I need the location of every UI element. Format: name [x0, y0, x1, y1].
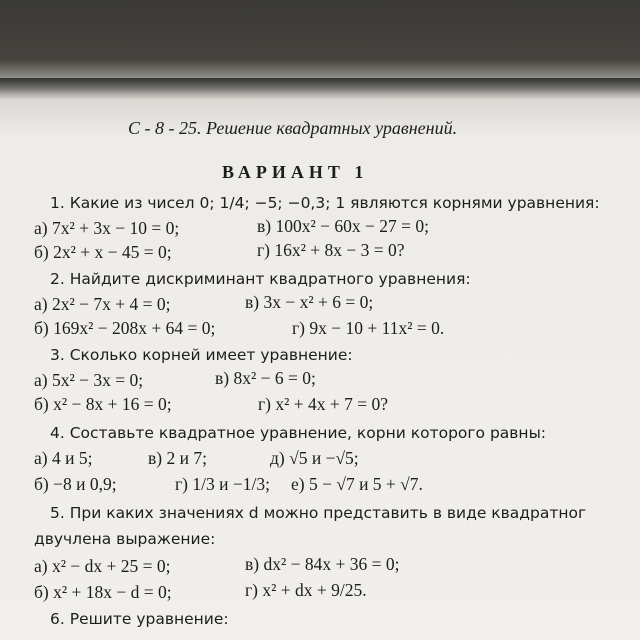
task-6-question: 6. Решите уравнение:	[50, 610, 229, 628]
task-3-item-v: в) 8x² − 6 = 0;	[215, 368, 316, 388]
task-3-question: 3. Сколько корней имеет уравнение:	[50, 346, 353, 364]
task-5-question-continued: двучлена выражение:	[34, 530, 216, 548]
task-3-item-b: б) x² − 8x + 16 = 0;	[34, 394, 172, 414]
worksheet-title: С - 8 - 25. Решение квадратных уравнений.	[128, 118, 458, 138]
task-4-item-a: а) 4 и 5;	[34, 448, 93, 468]
task-1-item-b: б) 2x² + x − 45 = 0;	[34, 242, 172, 262]
task-2-question: 2. Найдите дискриминант квадратного уравнения:	[50, 270, 471, 288]
task-1-item-v: в) 100x² − 60x − 27 = 0;	[257, 216, 429, 236]
task-5-question: 5. При каких значениях d можно представить в виде квадратног	[50, 504, 587, 522]
task-4-item-e: е) 5 − √7 и 5 + √7.	[291, 474, 423, 494]
task-1-item-a: а) 7x² + 3x − 10 = 0;	[34, 218, 180, 238]
task-4-item-b: б) −8 и 0,9;	[34, 474, 117, 494]
task-4-item-g: г) 1/3 и −1/3;	[175, 474, 270, 494]
task-2-item-b: б) 169x² − 208x + 64 = 0;	[34, 318, 216, 338]
task-4-item-d: д) √5 и −√5;	[270, 448, 359, 468]
task-1-item-g: г) 16x² + 8x − 3 = 0?	[257, 240, 405, 260]
task-5-item-v: в) dx² − 84x + 36 = 0;	[245, 554, 400, 574]
task-4-question: 4. Составьте квадратное уравнение, корни которого равны:	[50, 424, 547, 442]
task-3-item-a: а) 5x² − 3x = 0;	[34, 370, 144, 390]
task-2-item-g: г) 9x − 10 + 11x² = 0.	[292, 318, 445, 338]
task-3-item-g: г) x² + 4x + 7 = 0?	[258, 394, 389, 414]
task-2-item-a: а) 2x² − 7x + 4 = 0;	[34, 294, 171, 314]
task-5-item-b: б) x² + 18x − d = 0;	[34, 582, 172, 602]
variant-heading: ВАРИАНТ 1	[222, 162, 369, 182]
task-5-item-g: г) x² + dx + 9/25.	[245, 580, 367, 600]
task-1-question: 1. Какие из чисел 0; 1/4; −5; −0,3; 1 являются корнями уравнения:	[50, 194, 600, 212]
task-4-item-v: в) 2 и 7;	[148, 448, 207, 468]
task-5-item-a: а) x² − dx + 25 = 0;	[34, 556, 171, 576]
task-2-item-v: в) 3x − x² + 6 = 0;	[245, 292, 374, 312]
